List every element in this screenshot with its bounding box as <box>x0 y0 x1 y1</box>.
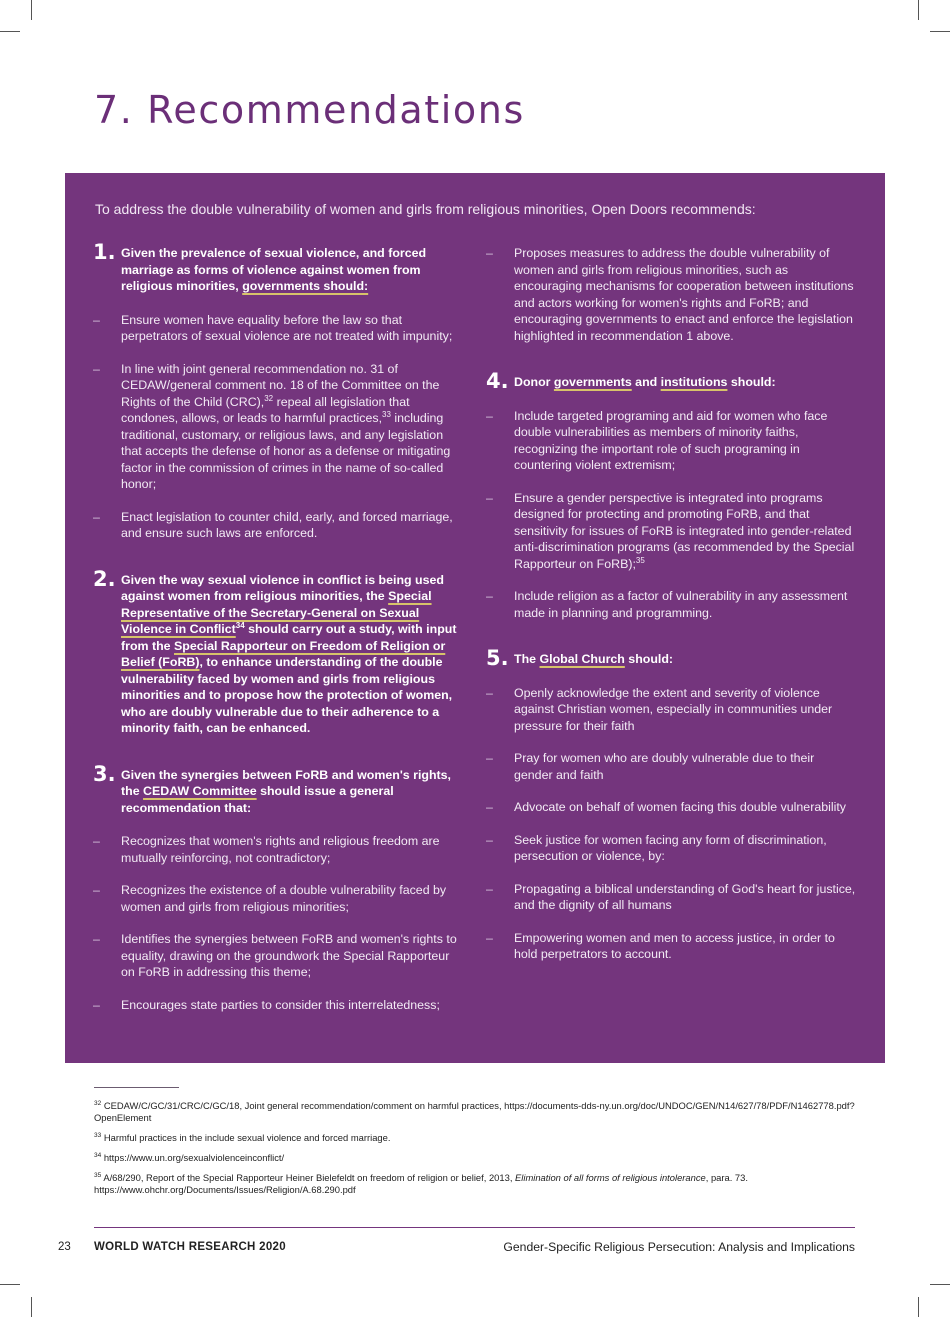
dash-bullet: – <box>93 312 100 327</box>
list-item-text: Openly acknowledge the extent and severity of violence against Christian women, especially in communities under pressure for their faith <box>514 685 833 733</box>
footnote-33 <box>94 1132 864 1144</box>
footnote-italic-title: Elimination of all forms of religious intolerance <box>515 1172 706 1183</box>
rec-text: , to enhance understanding of the double vulnerability faced by women and girls from religious minorities and to propose how the protection of women, who are doubly vulnerable due to their adherence to a minority faith, can be enhanced. <box>121 655 453 735</box>
footnote-text: , para. 73. https://www.ohchr.org/Documents/Issues/Religion/A.68.290.pdf <box>94 1172 748 1195</box>
footer-divider <box>94 1227 855 1228</box>
dash-bullet: – <box>93 834 100 848</box>
rec-text: Given the way sexual violence in conflict is being used against women from religious minorities, the <box>121 572 444 603</box>
footnote-divider <box>94 1087 179 1088</box>
list-item-text: Propagating a biblical understanding of God's heart for justice, and the dignity of all humans <box>514 881 856 912</box>
list-item-text: Include religion as a factor of vulnerability in any assessment made in planning and programming. <box>514 589 848 620</box>
footnotes <box>94 1100 864 1204</box>
list-item <box>486 750 856 783</box>
footnote-number: 34 <box>94 1151 102 1159</box>
dash-bullet: – <box>486 685 493 700</box>
crop-mark <box>930 1284 950 1285</box>
footnote-ref[interactable]: 32 <box>264 393 274 403</box>
recommendation-2 <box>93 566 463 737</box>
crop-mark <box>0 31 20 32</box>
footnote-text: https://www.un.org/sexualviolenceinconflict/ <box>101 1152 285 1163</box>
crop-mark <box>0 1284 20 1285</box>
list-item-text: Encourages state parties to consider this interrelatedness; <box>121 997 440 1012</box>
list-item-text: Pray for women who are doubly vulnerable due to their gender and faith <box>514 751 815 782</box>
rec-link-cedaw[interactable]: CEDAW Committee <box>143 784 257 798</box>
dash-bullet: – <box>486 490 493 505</box>
list-item-text: In line with joint general recommendation no. 31 of CEDAW/general comment no. 18 of the Committee on the Rights of the Child (CRC), <box>121 361 440 409</box>
dash-bullet: – <box>93 883 100 897</box>
footnote-34 <box>94 1152 864 1164</box>
rec-text: Given the synergies between FoRB and women's rights, the <box>121 767 451 798</box>
rec-link-governments[interactable]: governments should: <box>242 279 369 293</box>
footnote-ref[interactable]: 35 <box>635 555 645 565</box>
crop-mark <box>918 1297 919 1317</box>
list-item-text: Enact legislation to counter child, early, and forced marriage, and ensure such laws are enforced. <box>121 509 453 540</box>
list-item <box>93 509 463 542</box>
rec-link-special-rapporteur[interactable]: Special Rapporteur on Freedom of Religion or Belief (FoRB) <box>121 638 446 669</box>
list-item-text: Identifies the synergies between FoRB and women's rights to equality, drawing on the groundwork the Special Rapporteur on FoRB in addressing this theme; <box>121 932 457 979</box>
list-item-text: Proposes measures to address the double vulnerability of women and girls from religious minorities, such as encouraging mechanisms for cooperation between institutions and actors working for women's rights and FoRB; and encouraging governments to enact and enforce the legislation highlighted in recommendation 1 above. <box>514 246 854 343</box>
right-column <box>486 245 856 963</box>
list-item-text: Advocate on behalf of women facing this double vulnerability <box>514 800 847 814</box>
dash-bullet: – <box>486 881 493 896</box>
footnote-text: CEDAW/C/GC/31/CRC/C/GC/18, Joint general recommendation/comment on harmful practices, https://documents-dds-ny.un.org/doc/UNDOC/GEN/N14/627/78/PDF/N1462778.pdf?OpenElement <box>94 1100 855 1123</box>
dash-bullet: – <box>486 589 493 603</box>
dash-bullet: – <box>486 751 493 765</box>
list-item <box>486 799 856 816</box>
list-item <box>486 408 856 474</box>
page-number: 23 <box>58 1241 71 1253</box>
footnote-number: 33 <box>94 1131 102 1139</box>
list-item <box>93 312 463 345</box>
dash-bullet: – <box>486 832 493 847</box>
footnote-ref[interactable]: 33 <box>382 409 391 419</box>
recommendation-1 <box>93 240 463 295</box>
list-item <box>93 833 463 866</box>
list-item <box>486 930 856 963</box>
dash-bullet: – <box>486 800 493 814</box>
rec-text: should: <box>624 652 674 666</box>
rec-link-global-church[interactable]: Global Church <box>539 652 625 666</box>
list-item <box>93 361 463 493</box>
rec-link-institutions[interactable]: institutions <box>660 375 728 389</box>
list-item-text: including traditional, customary, or religious laws, and any legislation that accepts the defense of honor as a defense or mitigating factor in the commission of crimes in the name of so-called honor; <box>121 411 451 491</box>
rec-text: should carry out a study, with input from the <box>121 622 457 653</box>
rec-text: and <box>631 375 661 389</box>
recommendation-4 <box>486 369 856 393</box>
footnote-number: 35 <box>94 1171 102 1179</box>
list-item-text: Ensure a gender perspective is integrated into programs designed for protecting and promoting FoRB, and that sensitivity for issues of FoRB is integrated into gender-related anti-discrimination programs (as recommended by the Special Rapporteur on FoRB); <box>514 490 855 571</box>
rec-text: Given the prevalence of sexual violence, and forced marriage as forms of violence against women from religious minorities, <box>121 246 427 293</box>
document-title: Gender-Specific Religious Persecution: Analysis and Implications <box>503 1240 855 1254</box>
footnote-number: 32 <box>94 1099 102 1107</box>
list-item <box>486 245 856 344</box>
list-item <box>486 881 856 914</box>
crop-mark <box>930 31 950 32</box>
page-title: 7. Recommendations <box>94 88 525 132</box>
list-item <box>93 997 463 1014</box>
rec-number: 1. <box>93 240 116 264</box>
dash-bullet: – <box>486 246 493 260</box>
rec-text: Donor <box>514 375 554 389</box>
rec-text: should: <box>727 375 776 389</box>
footnote-text: A/68/290, Report of the Special Rapporteur Heiner Bielefeldt on freedom of religion or belief, 2013, <box>101 1172 516 1183</box>
footnote-ref[interactable]: 34 <box>235 620 245 630</box>
recommendation-3 <box>93 761 463 817</box>
rec-text: should issue a general recommendation that: <box>121 784 394 815</box>
publication-title: WORLD WATCH RESEARCH 2020 <box>94 1241 286 1253</box>
crop-mark <box>918 0 919 20</box>
list-item-text: Ensure women have equality before the law so that perpetrators of sexual violence are not treated with impunity; <box>121 312 453 343</box>
dash-bullet: – <box>93 361 100 376</box>
list-item <box>486 588 856 621</box>
list-item-text: Recognizes the existence of a double vulnerability faced by women and girls from religious minorities; <box>121 883 447 914</box>
list-item-text: repeal all legislation that condones, allows, or leads to harmful practices, <box>121 394 410 425</box>
list-item-text: Seek justice for women facing any form of discrimination, persecution or violence, by: <box>514 832 827 863</box>
rec-link-governments[interactable]: governments <box>553 375 632 389</box>
dash-bullet: – <box>93 509 100 524</box>
list-item-text: Recognizes that women's rights and religious freedom are mutually reinforcing, not contradictory; <box>121 834 440 865</box>
list-item-text: Empowering women and men to access justice, in order to hold perpetrators to account. <box>514 930 835 961</box>
dash-bullet: – <box>93 997 100 1012</box>
list-item <box>93 931 463 981</box>
dash-bullet: – <box>486 930 493 945</box>
list-item <box>486 685 856 735</box>
rec-number: 4. <box>486 369 509 393</box>
footnote-32 <box>94 1100 864 1124</box>
crop-mark <box>31 1297 32 1317</box>
recommendations-panel <box>65 173 885 1063</box>
rec-link-special-representative[interactable]: Special Representative of the Secretary-General on Sexual Violence in Conflict <box>121 589 432 636</box>
crop-mark <box>31 0 32 20</box>
dash-bullet: – <box>486 408 493 423</box>
footnote-35 <box>94 1172 864 1196</box>
list-item-text: Include targeted programing and aid for women who face double vulnerabilities as members of minority faiths, recognizing the important role of such programing in countering violent extremism; <box>514 408 828 472</box>
intro-text: To address the double vulnerability of women and girls from religious minorities, Open Doors recommends: <box>95 201 756 217</box>
rec-number: 2. <box>93 566 116 591</box>
left-column <box>93 240 463 1013</box>
recommendation-5 <box>486 646 856 670</box>
rec-number: 5. <box>486 646 509 670</box>
rec-number: 3. <box>93 761 116 786</box>
footnote-text: Harmful practices in the include sexual violence and forced marriage. <box>101 1132 391 1143</box>
rec-text: The <box>514 652 540 666</box>
dash-bullet: – <box>93 932 100 946</box>
list-item <box>486 832 856 865</box>
list-item <box>93 882 463 915</box>
list-item <box>486 490 856 573</box>
